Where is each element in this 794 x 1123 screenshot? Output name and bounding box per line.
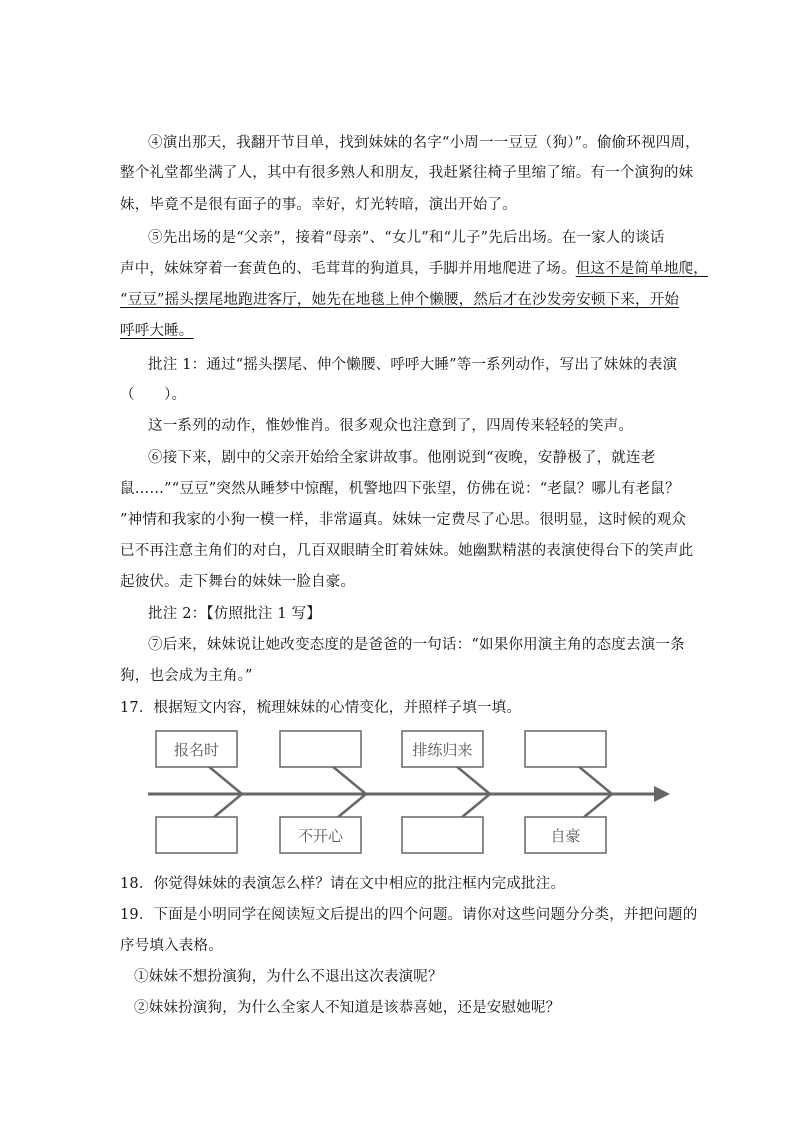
bottom-box-4-label: 自豪: [550, 827, 581, 845]
para5-line2-text: 声中，妹妹穿着一套黄色的、毛茸茸的狗道具，手脚并用地爬进了场。: [120, 261, 576, 277]
question-18: 18．你觉得妹妹的表演怎么样？请在文中相应的批注框内完成批注。: [120, 876, 566, 892]
para4-line2: 整个礼堂都坐满了人，其中有很多熟人和朋友，我赶紧往椅子里缩了缩。有一个演狗的妹: [120, 165, 694, 181]
q19-item-2: ②妹妹扮演狗，为什么全家人不知道是该恭喜她，还是安慰她呢？: [134, 1000, 561, 1016]
q19-item-1: ①妹妹不想扮演狗，为什么不退出这次表演呢？: [134, 969, 443, 985]
bottom-box-3[interactable]: [402, 817, 483, 853]
para5-line1: ⑤先出场的是“父亲”，接着“母亲”、“女儿”和“儿子”先后出场。在一家人的谈话: [148, 230, 665, 246]
mood-fishbone-diagram: [146, 726, 676, 856]
para7-line1: ⑦后来，妹妹说让她改变态度的是爸爸的一句话：“如果你用演主角的态度去演一条: [148, 637, 685, 653]
top-box-1-label: 报名时: [173, 741, 220, 759]
para5-line2: [120, 259, 708, 279]
arrow-head-icon: [654, 786, 670, 802]
top-box-3-label: 排练归来: [412, 741, 473, 759]
para6-line5: 起彼伏。走下舞台的妹妹一脸自豪。: [120, 574, 356, 590]
para4-line1: ④演出那天，我翻开节目单，找到妹妹的名字“小周一一豆豆（狗）”。偷偷环视四周，: [148, 135, 700, 151]
para-after-note1: 这一系列的动作，惟妙惟肖。很多观众也注意到了，四周传来轻轻的笑声。: [148, 418, 634, 434]
para6-line3: ”神情和我家的小狗一模一样，非常逼真。妹妹一定费尽了心思。很明显，这时候的观众: [120, 512, 687, 528]
note1-blank: （ ）。: [120, 387, 187, 403]
bottom-box-2-label: 不开心: [297, 827, 344, 845]
para6-line1: ⑥接下来，剧中的父亲开始给全家讲故事。他刚说到“夜晚，安静极了，就连老: [148, 450, 656, 466]
question-19-line2: 序号填入表格。: [120, 938, 223, 954]
note1-line1: 批注 1：通过“摇头摆尾、伸个懒腰、呼呼大睡”等一系列动作，写出了妹妹的表演: [148, 357, 678, 373]
para4-line3: 妹，毕竟不是很有面子的事。幸好，灯光转暗，演出开始了。: [120, 197, 517, 213]
top-box-4[interactable]: [525, 731, 606, 767]
top-box-2[interactable]: [280, 731, 361, 767]
note2: 批注 2：【仿照批注 1 写】: [148, 606, 322, 622]
para6-line2: 鼠……”“豆豆”突然从睡梦中惊醒，机警地四下张望，仿佛在说：“老鼠？哪儿有老鼠？: [120, 481, 680, 497]
para7-line2: 狗，也会成为主角。”: [120, 668, 253, 684]
para5-underlined-line4: 呼呼大睡。: [120, 323, 194, 339]
question-19-line1: 19．下面是小明同学在阅读短文后提出的四个问题。请你对这些问题分分类，并把问题的: [120, 907, 698, 923]
para5-underlined-line3: “豆豆”摇头摆尾地跑进客厅，她先在地毯上伸个懒腰，然后才在沙发旁安顿下来，开始: [120, 292, 680, 308]
question-17: 17．根据短文内容，梳理妹妹的心情变化，并照样子填一填。: [120, 700, 522, 716]
para6-line4: 已不再注意主角们的对白，几百双眼睛全盯着妹妹。她幽默精湛的表演使得台下的笑声此: [120, 543, 694, 559]
bottom-box-1[interactable]: [156, 817, 237, 853]
para5-underlined-start: 但这不是简单地爬，: [575, 261, 709, 277]
